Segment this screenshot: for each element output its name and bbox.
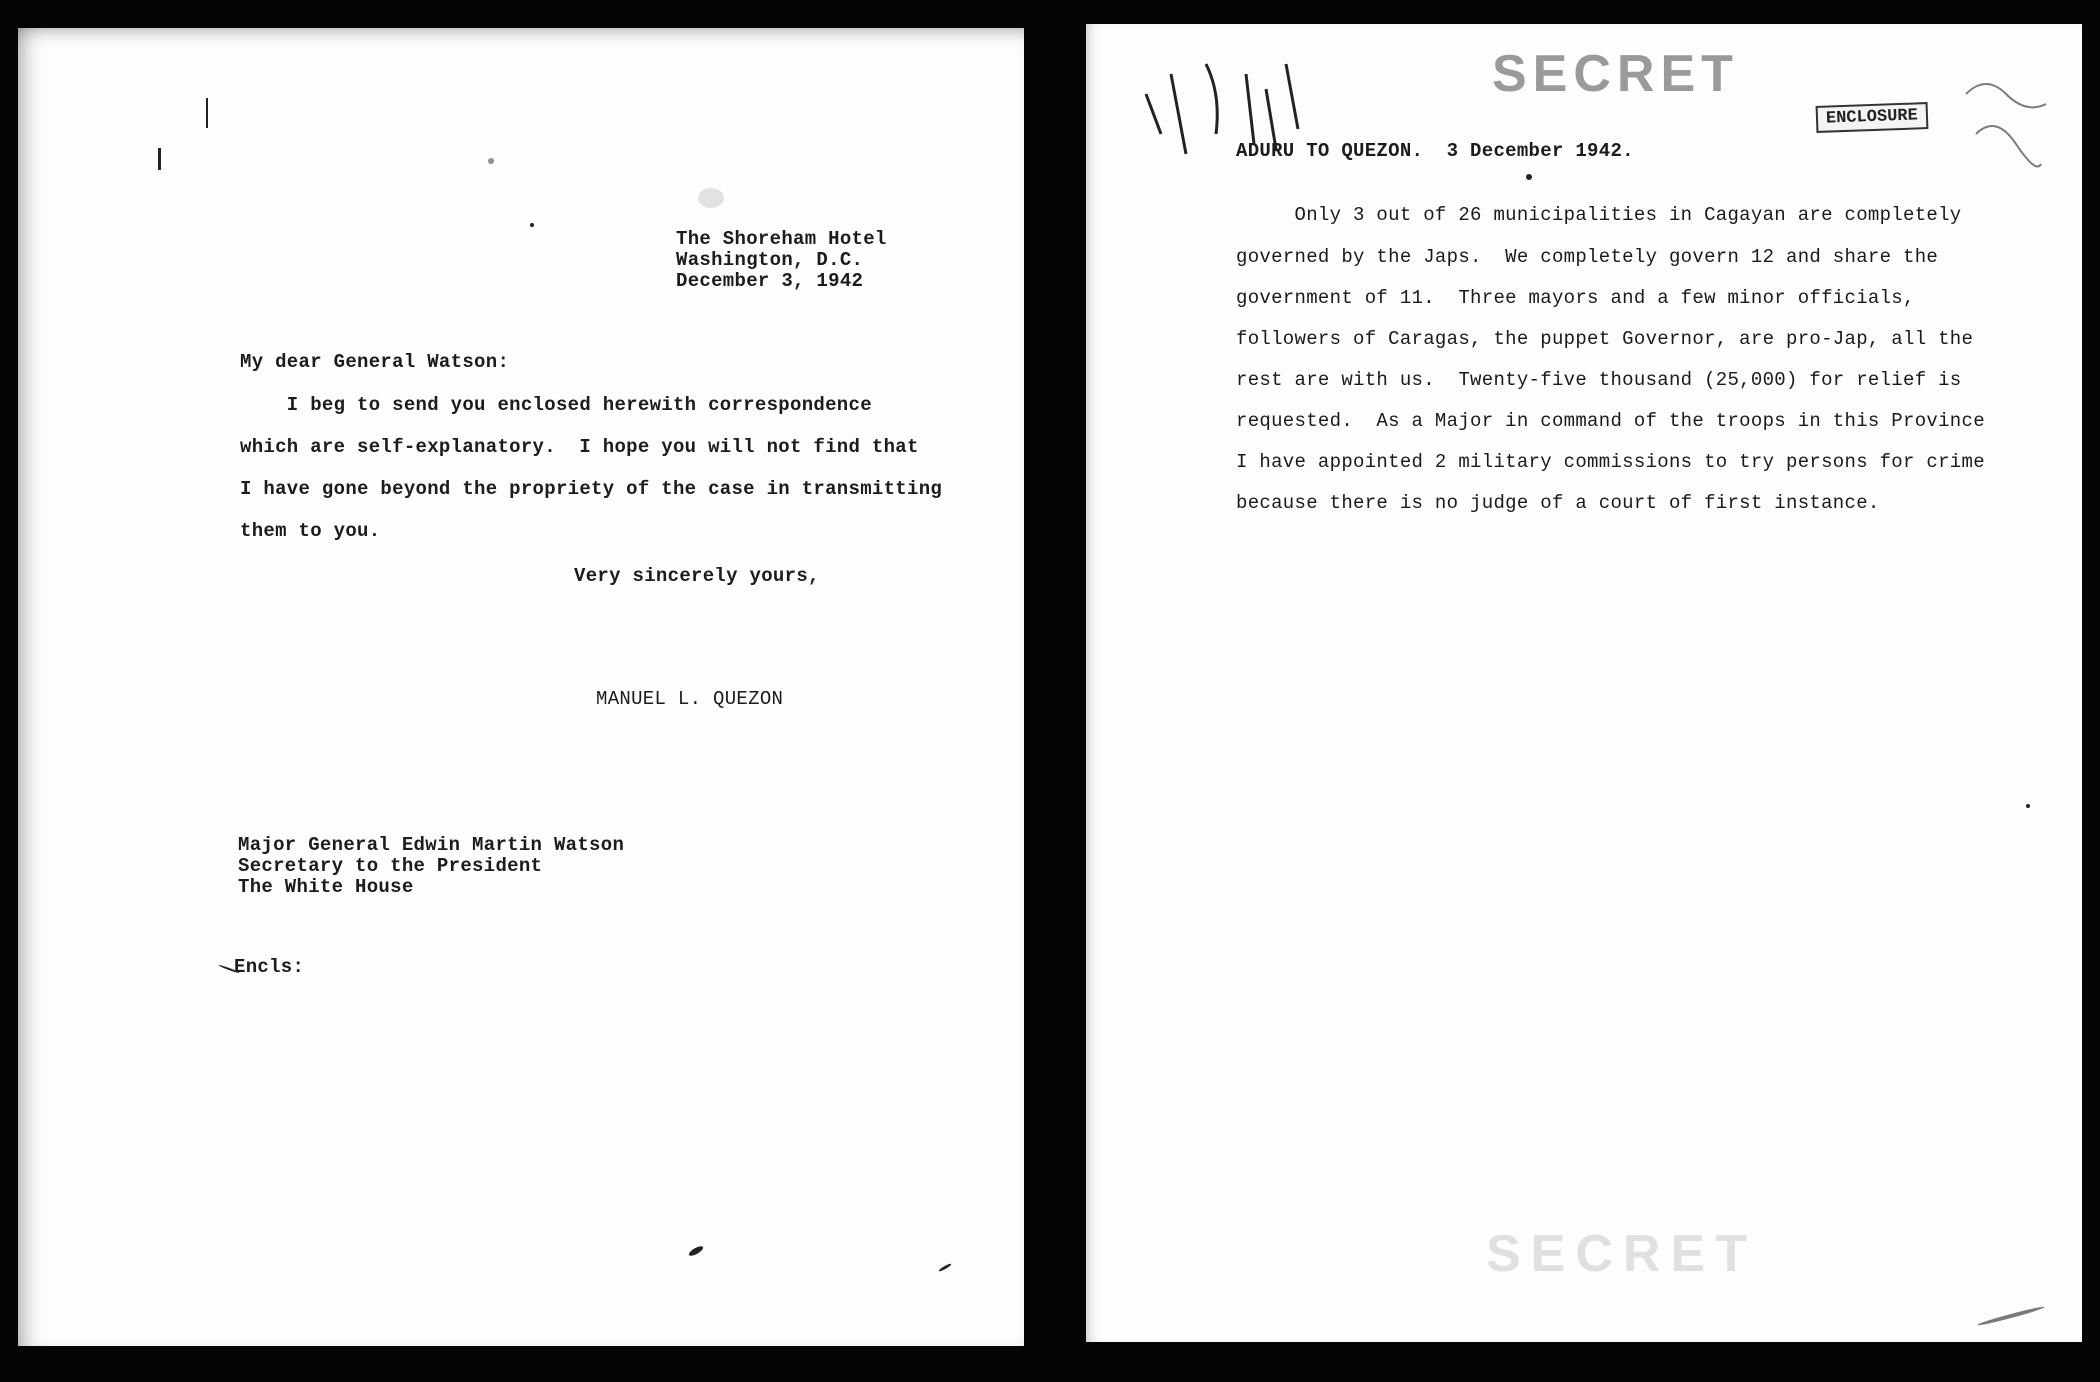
scan-artifact — [488, 158, 494, 164]
secret-stamp: SECRET — [1492, 45, 1739, 103]
memo-body-line: followers of Caragas, the puppet Governor, are pro-Jap, all the — [1236, 328, 1974, 350]
salutation: My dear General Watson: — [240, 351, 510, 373]
enclosure-stamp: ENCLOSURE — [1816, 102, 1929, 133]
scan-artifact — [1977, 1305, 2046, 1327]
scan-artifact — [158, 148, 161, 170]
recipient-line: Secretary to the President — [238, 855, 543, 877]
closing: Very sincerely yours, — [574, 565, 820, 587]
recipient-line: The White House — [238, 876, 414, 898]
recipient-line: Major General Edwin Martin Watson — [238, 834, 625, 856]
body-line: which are self-explanatory. I hope you will not find that — [240, 436, 919, 458]
body-line: I have gone beyond the propriety of the case in transmitting — [240, 478, 943, 500]
enclosure-note: Encls: — [234, 956, 305, 978]
scan-artifact — [530, 223, 534, 227]
letterhead-line: Washington, D.C. — [676, 249, 864, 271]
memo-body-line: Only 3 out of 26 municipalities in Cagayan are completely — [1236, 204, 1962, 226]
body-line: I beg to send you enclosed herewith correspondence — [240, 394, 872, 416]
scan-artifact — [206, 98, 208, 128]
scan-artifact — [688, 1244, 705, 1257]
letterhead-date: December 3, 1942 — [676, 270, 864, 292]
memo-body-line: rest are with us. Twenty-five thousand (25,000) for relief is — [1236, 369, 1962, 391]
scan-artifact — [2026, 804, 2030, 808]
body-line: them to you. — [240, 520, 381, 542]
scribble-mark — [1946, 64, 2066, 184]
memo-heading: ADURU TO QUEZON. 3 December 1942. — [1236, 140, 1634, 162]
letter-page — [18, 28, 1024, 1346]
scan-artifact — [1526, 174, 1532, 180]
memo-body-line: governed by the Japs. We completely govern 12 and share the — [1236, 246, 1939, 268]
memo-body-line: because there is no judge of a court of first instance. — [1236, 492, 1880, 514]
memo-body-line: government of 11. Three mayors and a few minor officials, — [1236, 287, 1915, 309]
enclosure-page — [1086, 24, 2082, 1342]
scan-artifact — [938, 1263, 952, 1273]
memo-body-line: I have appointed 2 military commissions to try persons for crime — [1236, 451, 1985, 473]
scan-artifact — [698, 188, 724, 208]
letterhead-line: The Shoreham Hotel — [676, 228, 887, 250]
memo-body-line: requested. As a Major in command of the troops in this Province — [1236, 410, 1985, 432]
signature: MANUEL L. QUEZON — [596, 688, 784, 710]
secret-stamp-faint: SECRET — [1486, 1225, 1757, 1283]
